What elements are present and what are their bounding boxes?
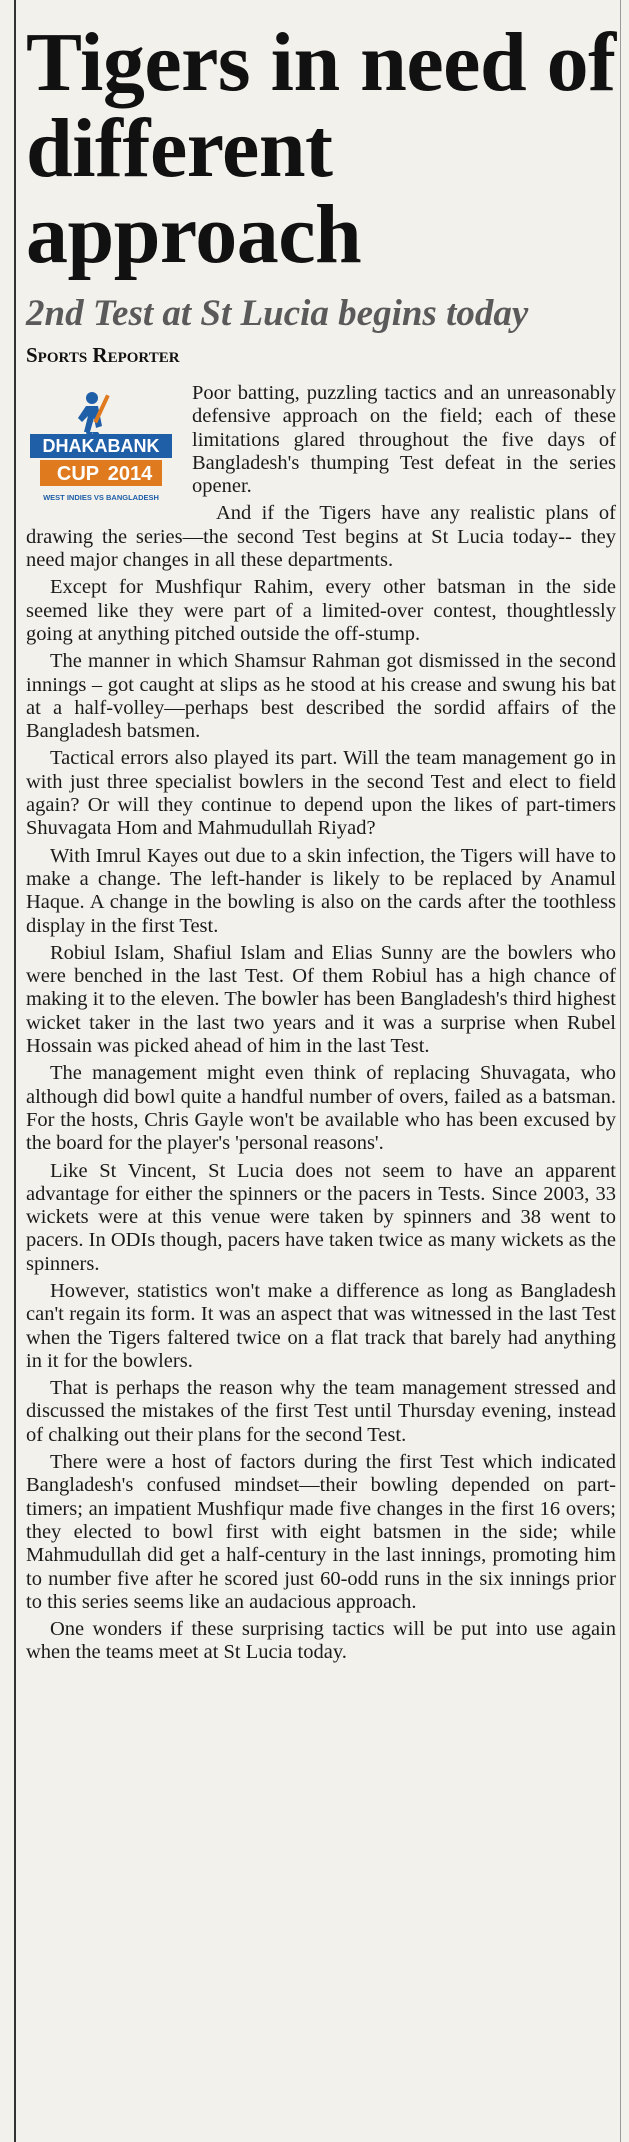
paragraph: That is perhaps the reason why the team management stressed and discussed the mistakes of the first Test until Thursday evening, instead of chalking out their plans for the second Test. <box>26 1377 616 1446</box>
byline: Sports Reporter <box>26 343 180 367</box>
article-body <box>26 382 616 1665</box>
paragraph: However, statistics won't make a difference as long as Bangladesh can't regain its form. It was an aspect that was witnessed in the last Test when the Tigers faltered twice on a flat track that barely had anything in it for the bowlers. <box>26 1279 616 1372</box>
paragraph: One wonders if these surprising tactics will be put into use again when the teams meet at St Lucia today. <box>26 1618 616 1664</box>
subheadline: 2nd Test at St Lucia begins today <box>26 293 529 334</box>
svg-text:DHAKABANK: DHAKABANK <box>42 436 160 456</box>
paragraph: The management might even think of replacing Shuvagata, who although did bowl quite a handful number of overs, failed as a batsman. For the hosts, Chris Gayle won't be available who has been excused by the board for the player's 'personal reasons'. <box>26 1062 616 1155</box>
column-rule-left <box>14 0 16 2142</box>
paragraph: Except for Mushfiqur Rahim, every other batsman in the side seemed like they were part of a limited-over contest, thoughtlessly going at anything pitched outside the off-stump. <box>26 576 616 645</box>
dhaka-bank-cup-logo <box>26 388 176 508</box>
paragraph: Poor batting, puzzling tactics and an unreasonably defensive approach on the field; each of these limitations glared throughout the five days of Bangladesh's thumping Test defeat in the series opener. <box>192 382 616 498</box>
svg-text:WEST INDIES VS BANGLADESH: WEST INDIES VS BANGLADESH <box>43 493 159 502</box>
paragraph: There were a host of factors during the first Test which indicated Bangladesh's confused mindset—their bowling depended on part-timers; an impatient Mushfiqur made five changes in the first 16 overs; they elected to bowl first with eight batsmen in the side; while Mahmudullah did get a half-century in the last innings, promoting him to number five after he scored just 60-odd runs in the six innings prior to this series seems like an audacious approach. <box>26 1451 616 1613</box>
paragraph: The manner in which Shamsur Rahman got dismissed in the second innings – got caught at slips as he stood at his crease and swung his bat at a half-volley—perhaps best described the sordid affairs of the Bangladesh batsmen. <box>26 650 616 743</box>
article <box>26 16 616 1669</box>
paragraph: Like St Vincent, St Lucia does not seem to have an apparent advantage for either the spinners or the pacers in Tests. Since 2003, 33 wickets were at this venue were taken by spinners and 38 went to pacers. In ODIs though, pacers have taken twice as many wickets as the spinners. <box>26 1159 616 1275</box>
svg-text:CUP: CUP <box>56 463 100 485</box>
paragraph: Robiul Islam, Shafiul Islam and Elias Sunny are the bowlers who were benched in the last Test. Of them Robiul has a high chance of making it to the eleven. The bowler has been Bangladesh's third highest wicket taker in the last two years and it was a surprise when Rubel Hossain was picked ahead of him in the last Test. <box>26 941 616 1058</box>
paragraph: With Imrul Kayes out due to a skin infection, the Tigers will have to make a change. The left-hander is likely to be replaced by Anamul Haque. A change in the bowling is also on the cards after the toothless display in the first Test. <box>26 844 616 937</box>
paragraph: And if the Tigers have any realistic plans of drawing the series—the second Test begins at St Lucia today-- they need major changes in all these departments. <box>26 502 616 572</box>
headline: Tigers in need of different approach <box>26 16 616 281</box>
paragraph: Tactical errors also played its part. Will the team management go in with just three specialist bowlers in the second Test and elect to field again? Or will they continue to depend upon the likes of part-timers Shuvagata Hom and Mahmudullah Riyad? <box>26 747 616 840</box>
svg-text:2014: 2014 <box>107 463 153 485</box>
column-rule-right <box>620 0 621 2142</box>
